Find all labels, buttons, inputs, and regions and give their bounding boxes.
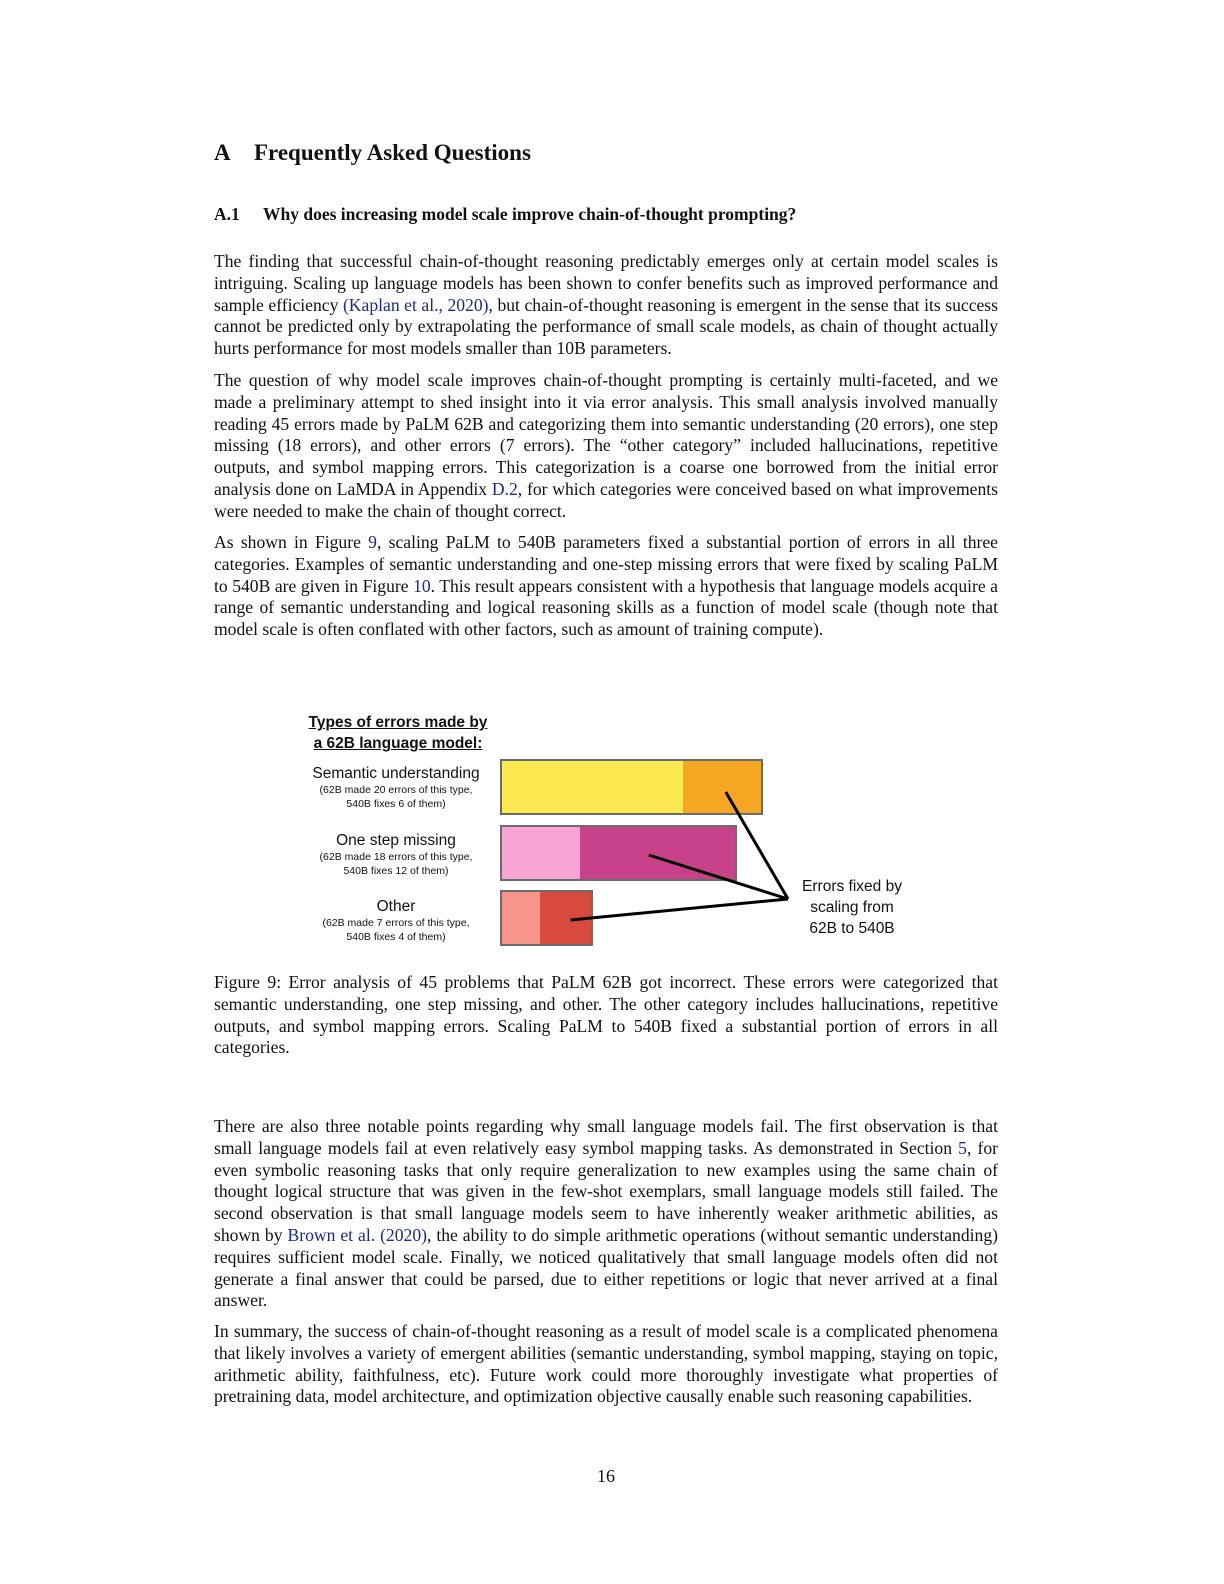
callout-line: [570, 899, 788, 920]
section-number: A: [214, 140, 231, 165]
category-note: 540B fixes 12 of them): [343, 865, 449, 877]
paragraph-5: [214, 1321, 998, 1408]
paragraph-text: There are also three notable points regarding why small language models fail. The first observation is that small language models fail at even relatively easy symbol mapping tasks. As demonstrated in Section: [214, 1116, 998, 1158]
paragraph-text: As shown in Figure: [214, 532, 369, 552]
category-note: 540B fixes 4 of them): [346, 931, 446, 943]
subsection-title: Why does increasing model scale improve chain-of-thought prompting?: [263, 204, 797, 224]
citation-link-brown[interactable]: Brown et al. (2020): [287, 1224, 427, 1245]
paragraph-text: The finding that successful chain-of-thought reasoning predictably emerges only at certain model scales is intriguing. Scaling up language models has been shown to confer benefits such as improved performance and sample efficiency: [214, 251, 998, 315]
paragraph-2: [214, 370, 998, 523]
paragraph-text: , for which categories were conceived based on what improvements were needed to make the chain of thought correct.: [214, 478, 998, 521]
appendix-link[interactable]: D.2: [491, 478, 518, 499]
category-note: (62B made 7 errors of this type,: [322, 917, 470, 929]
category-note: (62B made 20 errors of this type,: [319, 784, 473, 796]
figure-link-9[interactable]: 9: [368, 532, 377, 552]
paragraph-text: , scaling PaLM to 540B parameters fixed a substantial portion of errors in all three categories. Examples of semantic understanding and one-step missing errors that were fixed by scaling PaLM to 540B are given in Figure: [214, 532, 998, 596]
figure-title-line-1: Types of errors made by: [308, 714, 488, 731]
paragraph-3: [214, 532, 998, 641]
paragraph-text: , but chain-of-thought reasoning is emergent in the sense that its success cannot be predicted only by extrapolating the performance of small scale models, as chain of thought actually hurts performance for most models smaller than 10B parameters.: [214, 294, 999, 359]
paragraph-text: The question of why model scale improves chain-of-thought prompting is certainly multi-faceted, and we made a preliminary attempt to shed insight into it via error analysis. This small analysis involved manually reading 45 errors made by PaLM 62B and categorizing them into semantic understanding (20 errors), one step missing (18 errors), and other errors (7 errors). The “other category” included hallucinations, repetitive outputs, and symbol mapping errors. This categorization is a coarse one borrowed from the initial error analysis done on LaMDA in Appendix: [214, 370, 998, 499]
section-link-5[interactable]: 5: [958, 1137, 967, 1158]
figure-caption: Figure 9: Error analysis of 45 problems that PaLM 62B got incorrect. These errors were categorized that semantic understanding, one step missing, and other. The other category includes hallucinations, repetitive outputs, and symbol mapping errors. Scaling PaLM to 540B fixed a substantial portion of errors in all categories.: [214, 972, 998, 1058]
section-heading: [214, 140, 531, 166]
paragraph-text: . This result appears consistent with a hypothesis that language models acquire a range of semantic understanding and logical reasoning skills as a function of model scale (though note that model scale is often conflated with other factors, such as amount of training compute).: [214, 575, 998, 640]
category-name: One step missing: [336, 832, 456, 849]
category-note: 540B fixes 6 of them): [346, 798, 446, 810]
callout-line-2: scaling from: [810, 899, 894, 916]
paragraph-1: [214, 251, 998, 360]
category-name: Other: [376, 898, 416, 915]
error-analysis-figure: [290, 706, 930, 956]
figure-title-line-2: a 62B language model:: [313, 735, 483, 752]
callout-line-1: Errors fixed by: [802, 878, 902, 895]
paragraph-text: , the ability to do simple arithmetic operations (without semantic understanding) requires sufficient model scale. Finally, we noticed qualitatively that small language models often did not generate a final answer that could be parsed, due to either repetitions or logic that never arrived at a final answer.: [214, 1224, 998, 1311]
paragraph-4: [214, 1116, 998, 1312]
category-name: Semantic understanding: [312, 765, 480, 782]
page-number: 16: [597, 1466, 615, 1486]
subsection-number: A.1: [214, 204, 240, 224]
paragraph-text: , for even symbolic reasoning tasks that only require generalization to new examples using the same chain of thought logical structure that was given in the few-shot exemplars, small language models still failed. The second observation is that small language models seem to have inherently weaker arithmetic abilities, as shown by: [214, 1137, 998, 1245]
callout-line-3: 62B to 540B: [809, 920, 895, 937]
figure-link-10[interactable]: 10: [413, 575, 431, 596]
citation-link-kaplan[interactable]: (Kaplan et al., 2020): [342, 294, 489, 315]
paragraph-text: In summary, the success of chain-of-thought reasoning as a result of model scale is a complicated phenomena that likely involves a variety of emergent abilities (semantic understanding, symbol mapping, staying on topic, arithmetic ability, faithfulness, etc). Future work could more thoroughly investigate what properties of pretraining data, model architecture, and optimization objective causally enable such reasoning capabilities.: [214, 1321, 998, 1407]
category-note: (62B made 18 errors of this type,: [319, 851, 473, 863]
callout-label: [790, 876, 914, 939]
subsection-heading: [214, 204, 796, 225]
section-title: Frequently Asked Questions: [254, 140, 531, 165]
